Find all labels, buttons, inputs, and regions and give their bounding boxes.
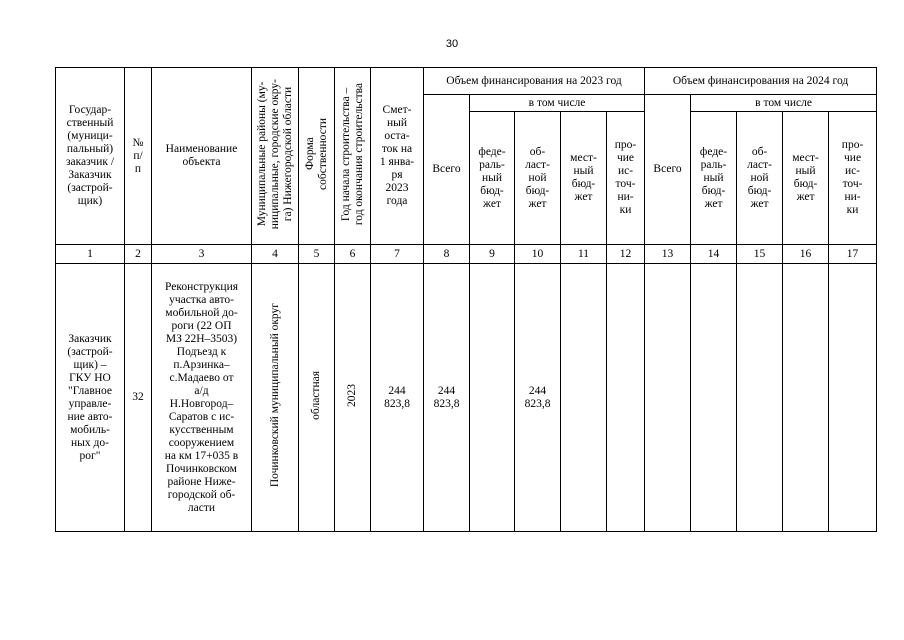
column-number: 16 — [783, 245, 829, 264]
row-remaining: 244 823,8 — [371, 264, 424, 532]
column-number: 17 — [829, 245, 877, 264]
header-years-text: Год начала строительства – год окончания строительства — [339, 82, 365, 226]
header-customer: Государ- ственный (муници- пальный) заказчик / Заказчик (застрой- щик) — [56, 68, 125, 245]
financing-table — [55, 67, 877, 532]
row-years-text: 2023 — [346, 384, 358, 407]
row-ownership — [299, 264, 335, 532]
column-number: 4 — [252, 245, 299, 264]
column-number: 6 — [335, 245, 371, 264]
row-total-2023: 244 823,8 — [424, 264, 470, 532]
row-ownership-text: областная — [310, 371, 322, 420]
header-regional-2024: об- ласт- ной бюд- жет — [737, 112, 783, 245]
header-other-2024: про- чие ис- точ- ни- ки — [829, 112, 877, 245]
row-regional-2024 — [737, 264, 783, 532]
header-ownership — [299, 68, 335, 245]
row-item-no: 32 — [125, 264, 152, 532]
row-regional-2023: 244 823,8 — [515, 264, 561, 532]
header-other-2023: про- чие ис- точ- ни- ки — [607, 112, 645, 245]
row-district — [252, 264, 299, 532]
row-other-2024 — [829, 264, 877, 532]
header-including-2024: в том числе — [691, 95, 877, 112]
column-number: 7 — [371, 245, 424, 264]
row-local-2023 — [561, 264, 607, 532]
header-including-2023: в том числе — [470, 95, 645, 112]
column-number: 2 — [125, 245, 152, 264]
row-total-2024 — [645, 264, 691, 532]
header-fin-2024: Объем финансирования на 2024 год — [645, 68, 877, 95]
header-total-2024: Всего — [645, 95, 691, 245]
column-number: 1 — [56, 245, 125, 264]
header-total-2023: Всего — [424, 95, 470, 245]
header-districts-text: Муниципальные районы (му- ниципальные, городские окру- га) Нижегородской области — [255, 78, 294, 230]
header-federal-2023: феде- раль- ный бюд- жет — [470, 112, 515, 245]
header-regional-2023: об- ласт- ной бюд- жет — [515, 112, 561, 245]
table-row — [56, 264, 877, 532]
column-number: 10 — [515, 245, 561, 264]
header-remaining: Смет- ный оста- ток на 1 янва- ря 2023 года — [371, 68, 424, 245]
row-federal-2024 — [691, 264, 737, 532]
row-other-2023 — [607, 264, 645, 532]
column-number-row — [56, 245, 877, 264]
column-number: 3 — [152, 245, 252, 264]
row-district-text: Починковский муниципальный округ — [268, 303, 281, 488]
header-districts — [252, 68, 299, 245]
row-local-2024 — [783, 264, 829, 532]
row-object-name: Реконструкция участка авто- мобильной до- роги (22 ОП МЗ 22Н–3503) Подъезд к п.Арзинка– с.Мадаево от а/д Н.Новгород– Саратов с ис- кусственным сооружением на км 17+035 в Починковском районе Ниже- городской об- ласти — [152, 264, 252, 532]
header-ownership-text: Форма собственности — [303, 118, 329, 190]
row-years — [335, 264, 371, 532]
column-number: 11 — [561, 245, 607, 264]
header-object-name: Наименование объекта — [152, 68, 252, 245]
column-number: 15 — [737, 245, 783, 264]
header-local-2024: мест- ный бюд- жет — [783, 112, 829, 245]
column-number: 13 — [645, 245, 691, 264]
column-number: 5 — [299, 245, 335, 264]
header-local-2023: мест- ный бюд- жет — [561, 112, 607, 245]
header-years — [335, 68, 371, 245]
column-number: 9 — [470, 245, 515, 264]
row-federal-2023 — [470, 264, 515, 532]
column-number: 14 — [691, 245, 737, 264]
header-fin-2023: Объем финансирования на 2023 год — [424, 68, 645, 95]
header-federal-2024: феде- раль- ный бюд- жет — [691, 112, 737, 245]
header-item-no: № п/ п — [125, 68, 152, 245]
row-customer: Заказчик (застрой- щик) – ГКУ НО "Главное управле- ние авто- мобиль- ных до- рог" — [56, 264, 125, 532]
page-number: 30 — [445, 38, 459, 50]
column-number: 8 — [424, 245, 470, 264]
column-number: 12 — [607, 245, 645, 264]
